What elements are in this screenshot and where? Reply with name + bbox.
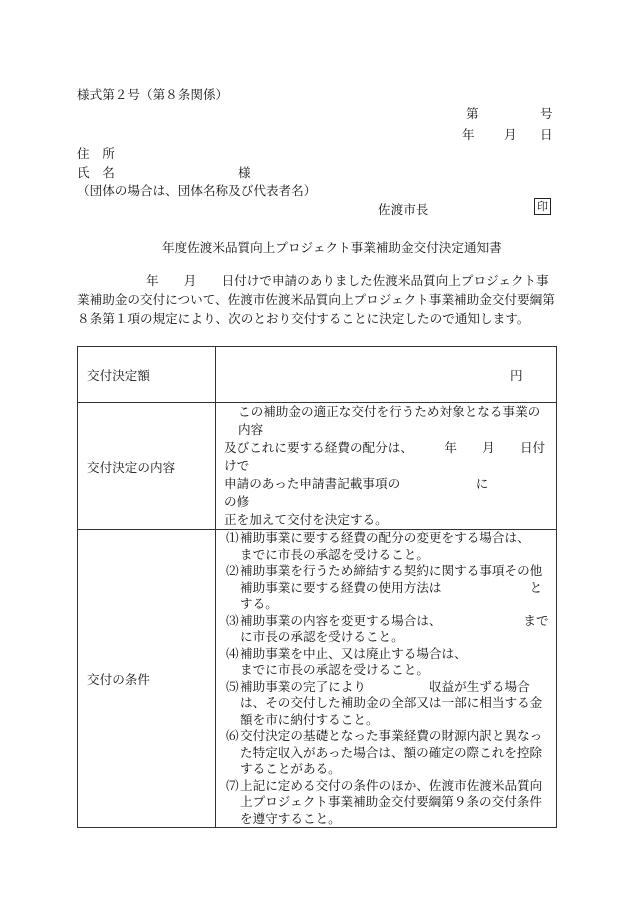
condition-item bbox=[218, 728, 552, 778]
condition-mark: ⑹ bbox=[226, 728, 239, 743]
body-line-1: 年 月 日付けで申請のありました佐渡米品質向上プロジェクト事 bbox=[146, 273, 549, 288]
name-label: 氏 名 bbox=[77, 165, 115, 180]
condition-mark: ⑴ bbox=[226, 530, 239, 545]
number-suffix: 号 bbox=[540, 106, 553, 121]
date-year: 年 bbox=[462, 127, 475, 142]
number-prefix: 第 bbox=[466, 106, 479, 121]
group-note: （団体の場合は、団体名称及び代表者名） bbox=[77, 183, 317, 198]
issuer-title: 佐渡市長 bbox=[378, 202, 429, 217]
grant-decision-table bbox=[77, 346, 599, 828]
amount-unit: 円 bbox=[510, 368, 523, 383]
address-label: 住 所 bbox=[77, 146, 115, 161]
condition-text: 上記に定める交付の条件のほか、佐渡市佐渡米品質向上プロジェクト事業補助金交付要綱第９条の交付条件を遵守すること。 bbox=[240, 777, 543, 826]
seal-stamp: 印 bbox=[534, 198, 551, 215]
condition-mark: ⑵ bbox=[226, 563, 239, 578]
conditions-label: 交付の条件 bbox=[78, 530, 216, 828]
condition-item bbox=[218, 530, 599, 563]
condition-text: 補助事業の内容を変更する場合は、 までに市長の承認を受けること。 bbox=[240, 612, 549, 644]
condition-text: 交付決定の基礎となった事業経費の財源内訳と異なった特定収入があった場合は、額の確定の際これを控除することがある。 bbox=[240, 728, 543, 776]
date-day: 日 bbox=[540, 127, 553, 142]
condition-text: 補助事業に要する経費の配分の変更をする場合は、 までに市長の承認を受けること。 bbox=[240, 530, 599, 562]
condition-item bbox=[218, 679, 552, 729]
amount-label: 交付決定額 bbox=[78, 347, 216, 403]
condition-item bbox=[218, 613, 552, 646]
content-line-1: この補助金の適正な交付を行うため対象となる事業の内容 bbox=[238, 404, 541, 437]
body-line-3: ８条第１項の規定により、次のとおり交付することに決定したので通知します。 bbox=[77, 311, 530, 326]
content-line-2: 及びこれに要する経費の配分は、 年 月 日付けで bbox=[224, 440, 546, 473]
condition-text: 補助事業の完了により 収益が生ずる場合は、その交付した補助金の全部又は一部に相当する金額を市に納付すること。 bbox=[240, 678, 543, 727]
condition-item bbox=[218, 778, 552, 828]
form-label: 様式第２号（第８条関係） bbox=[77, 87, 229, 102]
content-line-3: 申請のあった申請書記載事項の に の修 bbox=[224, 476, 552, 509]
conditions-value bbox=[216, 530, 599, 828]
condition-text: 補助事業を中止、又は廃止する場合は、 までに市長の承認を受けること。 bbox=[240, 645, 549, 677]
amount-value bbox=[216, 347, 557, 403]
condition-mark: ⑶ bbox=[226, 612, 239, 628]
amount-row bbox=[78, 347, 557, 403]
document-title: 年度佐渡米品質向上プロジェクト事業補助金交付決定通知書 bbox=[162, 240, 502, 255]
content-label: 交付決定の内容 bbox=[78, 403, 216, 530]
content-value bbox=[216, 403, 557, 530]
content-line-4: 正を加えて交付を決定する。 bbox=[224, 512, 388, 527]
condition-item bbox=[218, 563, 552, 613]
honorific: 様 bbox=[238, 165, 251, 180]
condition-mark: ⑸ bbox=[226, 678, 239, 694]
condition-mark: ⑺ bbox=[226, 777, 239, 793]
body-line-2: 業補助金の交付について、佐渡市佐渡米品質向上プロジェクト事業補助金交付要綱第 bbox=[77, 292, 555, 307]
content-row bbox=[78, 403, 557, 530]
date-month: 月 bbox=[504, 127, 517, 142]
conditions-row bbox=[78, 530, 557, 828]
condition-mark: ⑷ bbox=[226, 645, 239, 661]
condition-text: 補助事業を行うため締結する契約に関する事項その他補助事業に要する経費の使用方法は とする。 bbox=[240, 563, 543, 611]
condition-item bbox=[218, 646, 552, 679]
